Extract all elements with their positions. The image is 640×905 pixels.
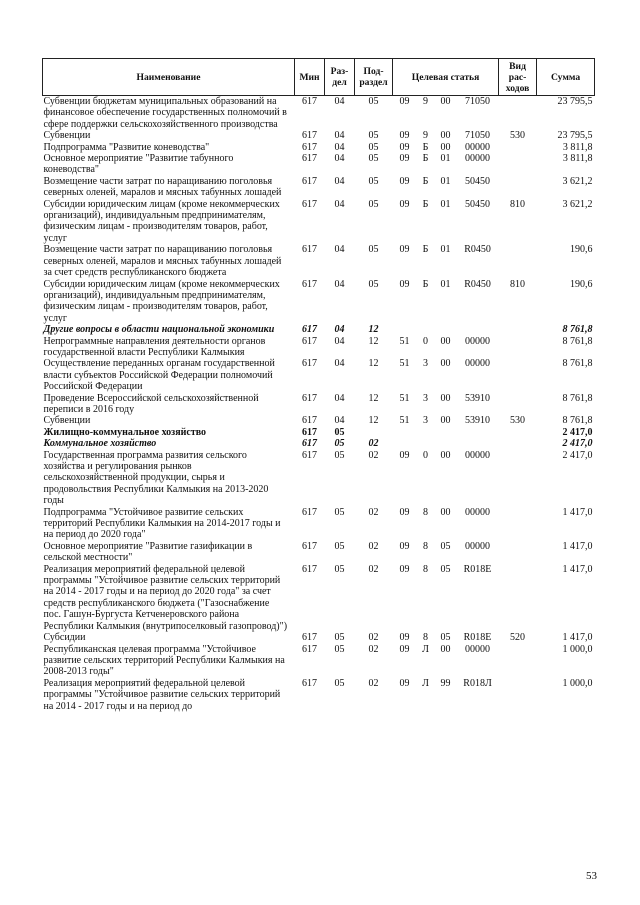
header-name: Наименование [43, 59, 295, 96]
row-razdel: 05 [334, 563, 345, 575]
row-razdel: 04 [334, 198, 345, 210]
row-target-program [393, 324, 417, 335]
row-target-program: 09 [399, 278, 410, 290]
row-target-event: 01 [440, 278, 451, 290]
row-target-subprogram: Б [422, 175, 429, 187]
row-target-program: 09 [399, 563, 410, 575]
row-sum: 1 417,0 [562, 506, 593, 518]
row-razdel: 05 [334, 643, 345, 655]
row-target-direction: 00000 [465, 540, 491, 552]
row-target-subprogram: 9 [423, 130, 428, 142]
row-min: 617 [302, 449, 317, 461]
row-sum: 1 417,0 [562, 632, 593, 644]
row-target-program: 09 [399, 449, 410, 461]
row-name: Субсидии юридическим лицам (кроме некоммерческих организаций), индивидуальным предпринимателям, физическим лицам - производителям товаров, работ, услуг [43, 198, 280, 244]
row-min: 617 [302, 392, 317, 404]
row-target-program: 09 [399, 632, 410, 644]
row-target-subprogram: Л [422, 643, 429, 655]
row-target-subprogram: 9 [423, 96, 428, 107]
row-razdel: 05 [334, 438, 345, 450]
row-name: Республиканская целевая программа "Устойчивое развитие сельских территорий Республики Калмыкия на 2008-2013 годы" [43, 643, 285, 678]
row-name: Возмещение части затрат по наращиванию поголовья северных оленей, маралов и мясных табунных лошадей за счет средств республиканского бюджета [43, 244, 282, 279]
table-row [43, 427, 595, 438]
row-name: Возмещение части затрат по наращиванию поголовья северных оленей, маралов и мясных табунных лошадей [43, 175, 282, 199]
table-row [43, 358, 595, 392]
table-row [43, 199, 595, 245]
row-target-program [393, 427, 417, 438]
row-target-subprogram: Б [422, 278, 429, 290]
row-target-program: 09 [399, 677, 410, 689]
row-razdel: 04 [334, 278, 345, 290]
budget-table-sheet [42, 58, 594, 712]
table-row [43, 678, 595, 712]
row-vid: 810 [510, 278, 526, 290]
row-razdel: 05 [334, 426, 345, 438]
row-target-program: 09 [399, 244, 410, 256]
row-name: Реализация мероприятий федеральной целевой программы "Устойчивое развитие сельских территорий на 2014 - 2017 годы и на период до 2020 года" за счет средств республиканского бюджета ("Газоснабжение пос. Гашун-Бургуста Кетченеровского района Республики Калмыкия (внутрипоселковый газопровод)") [43, 563, 288, 632]
row-target-event: 00 [440, 643, 451, 655]
row-target-subprogram: 8 [423, 563, 428, 575]
row-target-event [435, 438, 457, 449]
row-podrazdel: 02 [368, 449, 379, 461]
row-podrazdel: 05 [368, 244, 379, 256]
row-target-direction: 71050 [465, 96, 491, 107]
table-row [43, 564, 595, 632]
row-target-event: 00 [440, 141, 451, 153]
row-target-event: 99 [440, 677, 451, 689]
table-row [43, 644, 595, 678]
row-target-direction: R018Л [463, 677, 492, 689]
table-row [43, 438, 595, 449]
row-sum: 23 795,5 [557, 130, 593, 142]
table-row [43, 153, 595, 176]
row-target-direction: 00000 [465, 506, 491, 518]
row-razdel: 05 [334, 449, 345, 461]
row-sum: 2 417,0 [562, 426, 593, 438]
row-name: Непрограммные направления деятельности органов государственной власти Республики Калмыкия [43, 335, 266, 358]
row-target-direction [457, 438, 499, 449]
row-podrazdel: 12 [368, 392, 379, 404]
row-razdel: 04 [334, 335, 345, 347]
row-target-direction: 00000 [465, 643, 491, 655]
row-target-direction [457, 324, 499, 335]
row-min: 617 [302, 244, 317, 256]
row-target-program: 09 [399, 506, 410, 518]
row-podrazdel: 12 [368, 335, 379, 347]
row-sum: 2 417,0 [562, 438, 593, 450]
row-razdel: 04 [334, 175, 345, 187]
row-target-subprogram [417, 438, 435, 449]
table-row [43, 415, 595, 426]
row-name: Субвенции бюджетам муниципальных образований на финансовое обеспечение государственных полномочий в сфере поддержки сельскохозяйственного производства [43, 96, 287, 130]
table-body [43, 96, 595, 712]
row-min: 617 [302, 141, 317, 153]
row-podrazdel: 02 [368, 540, 379, 552]
row-vid [499, 324, 537, 335]
table-row [43, 507, 595, 541]
row-vid [499, 336, 537, 359]
row-vid: 530 [510, 415, 526, 427]
row-name: Жилищно-коммунальное хозяйство [43, 426, 207, 438]
table-row [43, 130, 595, 141]
row-min: 617 [302, 130, 317, 142]
row-vid [499, 176, 537, 199]
row-vid [499, 644, 537, 678]
row-target-event: 00 [440, 415, 451, 427]
row-target-program: 09 [399, 141, 410, 153]
row-target-subprogram: 8 [423, 540, 428, 552]
row-target-program: 09 [399, 130, 410, 142]
row-name: Основное мероприятие "Развитие табунного коневодства" [43, 153, 234, 176]
row-min: 617 [302, 96, 317, 107]
budget-table [42, 58, 595, 712]
row-target-subprogram: 8 [423, 506, 428, 518]
row-target-direction: 50450 [465, 198, 491, 210]
row-target-program: 09 [399, 643, 410, 655]
row-podrazdel: 02 [368, 632, 379, 644]
row-target-event: 05 [440, 540, 451, 552]
row-razdel: 05 [334, 540, 345, 552]
row-min: 617 [302, 677, 317, 689]
row-target-program: 09 [399, 198, 410, 210]
row-sum: 8 761,8 [562, 415, 593, 427]
header-vid: Вид рас- ходов [499, 59, 537, 96]
row-target-direction: 00000 [465, 358, 491, 370]
row-vid [499, 507, 537, 541]
row-razdel: 05 [334, 506, 345, 518]
header-target: Целевая статья [393, 59, 499, 96]
row-min: 617 [302, 175, 317, 187]
row-name: Субсидии [43, 632, 86, 644]
row-sum: 8 761,8 [562, 324, 593, 336]
row-vid [499, 438, 537, 449]
table-row [43, 336, 595, 359]
row-name: Государственная программа развития сельского хозяйства и регулирования рынков сельскохозяйственной продукции, сырья и продовольствия Республики Калмыкия на 2013-2020 годы [43, 449, 269, 507]
row-target-program: 09 [399, 175, 410, 187]
row-sum: 3 621,2 [562, 175, 593, 187]
table-row [43, 393, 595, 416]
row-razdel: 04 [334, 324, 345, 336]
table-row [43, 142, 595, 153]
row-name: Субвенции [43, 415, 91, 427]
row-min: 617 [302, 438, 317, 450]
row-name: Коммунальное хозяйство [43, 438, 157, 450]
row-target-subprogram: 8 [423, 632, 428, 644]
row-min: 617 [302, 278, 317, 290]
row-razdel: 04 [334, 392, 345, 404]
row-target-direction: 00000 [465, 153, 491, 165]
row-sum: 8 761,8 [562, 358, 593, 370]
row-target-event: 05 [440, 563, 451, 575]
table-row [43, 450, 595, 507]
row-target-direction: R018E [463, 563, 492, 575]
row-vid [499, 153, 537, 176]
row-podrazdel: 05 [368, 130, 379, 142]
row-target-event: 00 [440, 130, 451, 142]
row-target-event [435, 324, 457, 335]
row-sum: 23 795,5 [557, 96, 593, 107]
row-sum: 1 417,0 [562, 540, 593, 552]
row-sum: 2 417,0 [562, 449, 593, 461]
row-podrazdel: 12 [368, 415, 379, 427]
row-min: 617 [302, 153, 317, 165]
table-row [43, 324, 595, 335]
row-min: 617 [302, 632, 317, 644]
row-sum: 3 811,8 [562, 153, 593, 165]
row-name: Подпрограмма "Устойчивое развитие сельских территорий Республики Калмыкия на 2014-2017 годы и на период до 2020 года" [43, 506, 281, 541]
row-name: Осуществление переданных органам государственной власти субъектов Российской Федерации полномочий Российской Федерации [43, 358, 275, 393]
row-target-subprogram: Б [422, 244, 429, 256]
row-target-direction: 71050 [465, 130, 491, 142]
row-podrazdel: 12 [368, 358, 379, 370]
row-target-program: 51 [399, 392, 410, 404]
row-target-direction: R0450 [464, 244, 491, 256]
header-sum: Сумма [537, 59, 595, 96]
row-target-event: 05 [440, 632, 451, 644]
row-sum: 8 761,8 [562, 335, 593, 347]
row-target-subprogram [417, 324, 435, 335]
row-podrazdel: 05 [368, 278, 379, 290]
row-vid [499, 678, 537, 712]
row-target-program: 51 [399, 358, 410, 370]
row-podrazdel: 05 [368, 153, 379, 165]
row-podrazdel: 02 [368, 643, 379, 655]
row-target-subprogram: Б [422, 198, 429, 210]
row-podrazdel [355, 427, 393, 438]
row-min: 617 [302, 540, 317, 552]
row-target-program: 09 [399, 153, 410, 165]
table-row [43, 632, 595, 643]
row-vid [499, 564, 537, 632]
row-podrazdel: 02 [368, 563, 379, 575]
row-name: Другие вопросы в области национальной экономики [43, 324, 275, 336]
header-podrazdel: Под- раздел [355, 59, 393, 96]
row-target-direction: 53910 [465, 392, 491, 404]
row-target-direction: 50450 [465, 175, 491, 187]
row-min: 617 [302, 198, 317, 210]
row-vid [499, 96, 537, 131]
row-sum: 190,6 [570, 278, 593, 290]
row-target-program: 09 [399, 96, 410, 107]
row-target-subprogram: 3 [423, 392, 428, 404]
row-sum: 8 761,8 [562, 392, 593, 404]
row-target-subprogram: Л [422, 677, 429, 689]
row-razdel: 04 [334, 153, 345, 165]
row-target-subprogram: 3 [423, 358, 428, 370]
row-podrazdel: 02 [368, 438, 379, 450]
row-sum: 1 000,0 [562, 677, 593, 689]
row-target-subprogram: Б [422, 141, 429, 153]
row-podrazdel: 02 [368, 506, 379, 518]
row-target-direction: 00000 [465, 141, 491, 153]
row-podrazdel: 02 [368, 677, 379, 689]
row-name: Субсидии юридическим лицам (кроме некоммерческих организаций), индивидуальным предпринимателям, физическим лицам - производителям товаров, работ, услуг [43, 278, 280, 324]
row-razdel: 04 [334, 96, 345, 107]
row-min: 617 [302, 358, 317, 370]
row-razdel: 04 [334, 244, 345, 256]
row-target-event: 01 [440, 153, 451, 165]
row-vid: 530 [510, 130, 526, 142]
row-target-direction: R018E [463, 632, 492, 644]
row-name: Основное мероприятие "Развитие газификации в сельской местности" [43, 540, 253, 564]
row-podrazdel: 05 [368, 96, 379, 107]
row-sum: 1 417,0 [562, 563, 593, 575]
row-target-direction: 00000 [465, 335, 491, 347]
row-target-direction [457, 427, 499, 438]
row-podrazdel: 12 [368, 324, 379, 336]
row-target-program [393, 438, 417, 449]
row-target-subprogram: Б [422, 153, 429, 165]
row-vid [499, 358, 537, 392]
row-vid [499, 541, 537, 564]
row-target-direction: 53910 [465, 415, 491, 427]
row-sum: 1 000,0 [562, 643, 593, 655]
row-vid [499, 142, 537, 153]
row-target-event: 01 [440, 198, 451, 210]
row-target-subprogram: 0 [423, 335, 428, 347]
row-target-subprogram [417, 427, 435, 438]
row-sum: 190,6 [570, 244, 593, 256]
row-sum: 3 811,8 [562, 141, 593, 153]
row-vid [499, 427, 537, 438]
row-vid: 810 [510, 198, 526, 210]
row-podrazdel: 05 [368, 175, 379, 187]
row-target-event: 01 [440, 175, 451, 187]
row-target-event: 00 [440, 96, 451, 107]
row-min: 617 [302, 506, 317, 518]
row-target-event [435, 427, 457, 438]
table-row [43, 176, 595, 199]
row-target-event: 00 [440, 392, 451, 404]
row-target-event: 00 [440, 358, 451, 370]
row-min: 617 [302, 426, 317, 438]
row-razdel: 04 [334, 415, 345, 427]
row-min: 617 [302, 415, 317, 427]
row-target-program: 51 [399, 335, 410, 347]
row-razdel: 04 [334, 141, 345, 153]
row-razdel: 05 [334, 632, 345, 644]
table-row [43, 541, 595, 564]
header-razdel: Раз- дел [325, 59, 355, 96]
row-target-event: 00 [440, 335, 451, 347]
row-vid [499, 450, 537, 507]
row-podrazdel: 05 [368, 141, 379, 153]
table-row [43, 279, 595, 325]
row-razdel: 04 [334, 358, 345, 370]
row-name: Реализация мероприятий федеральной целевой программы "Устойчивое развитие сельских территорий на 2014 - 2017 годы и на период до [43, 677, 281, 712]
row-podrazdel: 05 [368, 198, 379, 210]
row-name: Проведение Всероссийской сельскохозяйственной переписи в 2016 году [43, 392, 259, 415]
row-target-subprogram: 3 [423, 415, 428, 427]
row-min: 617 [302, 324, 317, 336]
row-name: Подпрограмма "Развитие коневодства" [43, 141, 210, 153]
row-name: Субвенции [43, 130, 91, 142]
row-razdel: 05 [334, 677, 345, 689]
row-razdel: 04 [334, 130, 345, 142]
row-target-direction: 00000 [465, 449, 491, 461]
table-header [43, 59, 595, 96]
row-vid: 520 [510, 632, 526, 644]
row-target-event: 01 [440, 244, 451, 256]
row-min: 617 [302, 643, 317, 655]
row-target-direction: R0450 [464, 278, 491, 290]
row-target-event: 00 [440, 449, 451, 461]
table-row [43, 244, 595, 278]
table-row [43, 96, 595, 131]
row-target-program: 51 [399, 415, 410, 427]
row-min: 617 [302, 563, 317, 575]
row-vid [499, 393, 537, 416]
row-target-subprogram: 0 [423, 449, 428, 461]
row-target-event: 00 [440, 506, 451, 518]
row-target-program: 09 [399, 540, 410, 552]
row-sum: 3 621,2 [562, 198, 593, 210]
row-vid [499, 244, 537, 278]
row-min: 617 [302, 335, 317, 347]
header-min: Мин [295, 59, 325, 96]
page-number: 53 [586, 870, 597, 882]
